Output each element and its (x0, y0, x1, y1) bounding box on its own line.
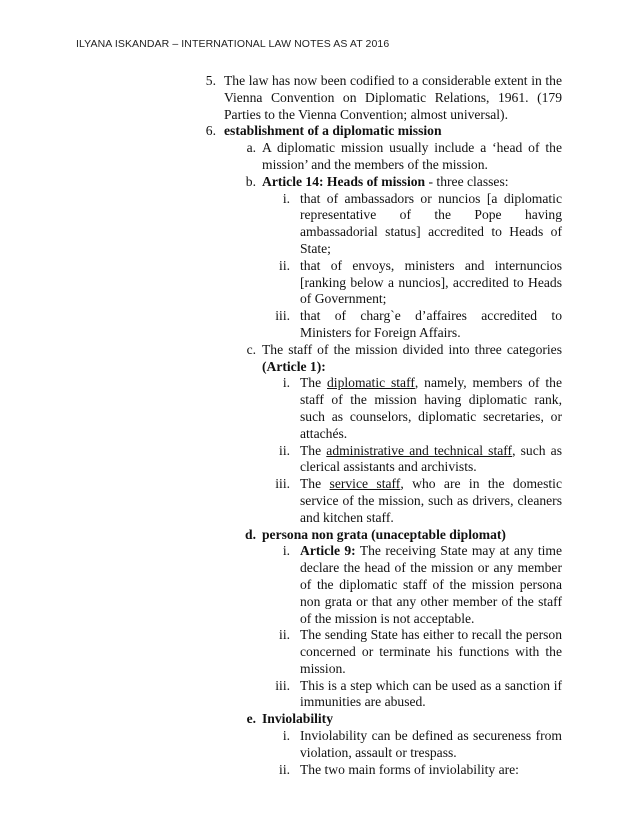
item-prefix: The (300, 375, 327, 391)
item-text: The staff of the mission divided into three categories (262, 341, 562, 357)
list-item (282, 190, 562, 258)
item-text: The two main forms of inviolability are: (300, 761, 519, 777)
item-number: iii. (275, 308, 290, 324)
item-underlined-text: diplomatic staff (327, 375, 415, 391)
item-number: i. (282, 375, 290, 391)
item-text: , namely, members of the staff of the mission having diplomatic rank, such as counselors, diplomatic secretaries, or attachés. (300, 375, 562, 441)
item-underlined-text: administrative and technical staff (326, 442, 513, 458)
list-item (279, 442, 562, 477)
list-item (275, 476, 562, 526)
item-number: ii. (279, 442, 290, 458)
list-item (205, 73, 562, 123)
page-header: ILYANA ISKANDAR – INTERNATIONAL LAW NOTES AS AT 2016 (76, 38, 390, 50)
item-text: , such as clerical assistants and archivists. (300, 442, 562, 475)
list-item (275, 677, 562, 712)
item-number: i. (282, 543, 290, 559)
list-item (246, 711, 562, 728)
item-number: ii. (279, 761, 290, 777)
list-item (279, 257, 562, 308)
item-underlined-text: service staff (329, 476, 401, 492)
item-text: The receiving State may at any time declare the head of the mission or any member of the diplomatic staff of the mission persona non grata or that any other member of the staff of the mission is not acceptable. (300, 543, 562, 626)
item-number: iii. (275, 476, 290, 492)
item-number: 6. (205, 123, 216, 139)
list-item (279, 627, 562, 677)
list-item (245, 526, 562, 544)
item-number: b. (245, 173, 256, 189)
list-item (282, 375, 562, 442)
list-item (205, 123, 562, 140)
item-number: i. (282, 190, 290, 206)
subsection-heading: persona non grata (unaceptable diplomat) (262, 526, 506, 542)
item-bold-text: Article 14: Heads of mission (262, 173, 426, 189)
item-text: , who are in the domestic service of the mission, such as drivers, cleaners and kitchen staff. (300, 476, 562, 525)
item-number: d. (245, 526, 256, 542)
list-item (246, 341, 562, 376)
list-item (279, 761, 562, 779)
item-number: a. (246, 140, 256, 156)
section-heading: establishment of a diplomatic mission (224, 123, 442, 139)
item-prefix: The (300, 476, 330, 492)
item-text: A diplomatic mission usually include a ‘head of the mission’ and the members of the mission. (262, 140, 562, 172)
list-item (282, 728, 562, 762)
item-text: that of envoys, ministers and internuncios [ranking below a nuncios], accredited to Heads of Government; (300, 257, 562, 307)
item-bold-text: (Article 1): (262, 358, 326, 374)
list-item (282, 543, 562, 627)
item-text: The sending State has either to recall the person concerned or terminate his functions with the mission. (300, 627, 562, 676)
item-number: 5. (205, 73, 216, 88)
item-text: The law has now been codified to a considerable extent in the Vienna Convention on Diplomatic Relations, 1961. (179 Parties to the Vienna Convention; almost universal). (224, 73, 562, 122)
item-number: iii. (275, 677, 290, 693)
item-text: Inviolability can be defined as secureness from violation, assault or trespass. (300, 728, 562, 760)
item-number: i. (282, 728, 290, 744)
subsection-heading: Inviolability (262, 711, 334, 727)
item-number: ii. (279, 257, 290, 273)
list-item (245, 173, 562, 191)
document-body (0, 73, 638, 778)
item-bold-text: Article 9: (300, 543, 356, 559)
item-prefix: The (300, 442, 327, 458)
item-text: This is a step which can be used as a sanction if immunities are abused. (300, 677, 562, 710)
item-text: that of charg`e d’affaires accredited to Ministers for Foreign Affairs. (300, 308, 562, 340)
item-number: c. (246, 341, 256, 357)
item-number: e. (246, 711, 256, 727)
item-number: ii. (279, 627, 290, 643)
item-text: that of ambassadors or nuncios [a diplomatic representative of the Pope having ambassadorial status] accredited to Heads of State; (300, 190, 562, 256)
list-item (275, 308, 562, 342)
item-text: - three classes: (425, 173, 509, 189)
list-item (246, 140, 562, 174)
